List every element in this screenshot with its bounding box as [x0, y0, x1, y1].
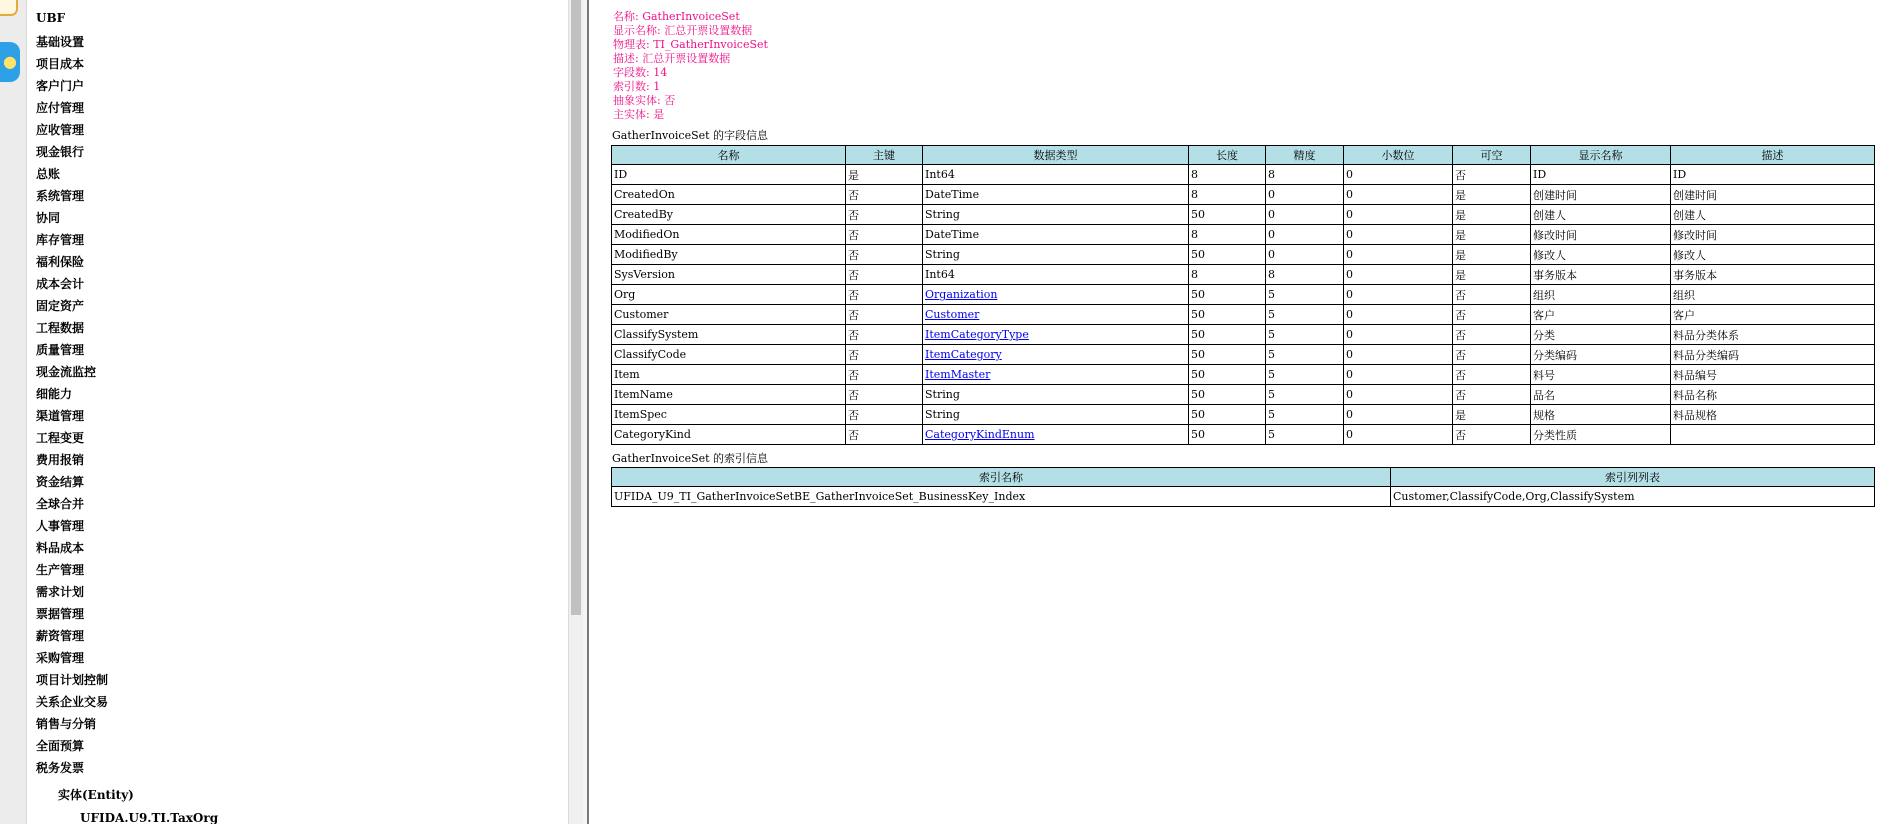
tree-item[interactable]: 工程数据 [36, 321, 85, 335]
cell-scale: 0 [1344, 365, 1453, 385]
cell-name: CreatedOn [612, 185, 846, 205]
cell-nullable: 是 [1453, 185, 1531, 205]
tree-item[interactable]: 现金流监控 [36, 365, 97, 379]
cell-precision: 0 [1266, 225, 1344, 245]
cell-length: 8 [1189, 225, 1266, 245]
cell-nullable: 是 [1453, 205, 1531, 225]
cell-pk: 否 [846, 425, 923, 445]
tree-item[interactable]: 费用报销 [36, 453, 85, 467]
cell-type: Int64 [923, 165, 1189, 185]
cell-nullable: 否 [1453, 165, 1531, 185]
tree-item[interactable]: 应付管理 [36, 101, 85, 115]
cell-nullable: 否 [1453, 385, 1531, 405]
cell-scale: 0 [1344, 165, 1453, 185]
tree-item[interactable]: 总账 [36, 167, 61, 181]
cell-nullable: 是 [1453, 405, 1531, 425]
meta-display-name: 显示名称: 汇总开票设置数据 [613, 24, 753, 37]
type-link[interactable]: Customer [925, 308, 980, 321]
cell-name: SysVersion [612, 265, 846, 285]
cell-name: ModifiedBy [612, 245, 846, 265]
tree-item[interactable]: 料品成本 [36, 541, 85, 555]
column-header: 索引名称 [612, 468, 1391, 487]
tree-item[interactable]: 销售与分销 [36, 717, 97, 731]
cell-desc: 事务版本 [1671, 265, 1875, 285]
cell-pk: 否 [846, 285, 923, 305]
cell-pk: 否 [846, 185, 923, 205]
cell-scale: 0 [1344, 345, 1453, 365]
table-row [612, 285, 1875, 305]
table-row [612, 205, 1875, 225]
cell-type: DateTime [923, 185, 1189, 205]
column-header: 主键 [846, 146, 923, 165]
cell-type: String [923, 205, 1189, 225]
tree-item[interactable]: 资金结算 [36, 475, 85, 489]
tree-item[interactable]: 福利保险 [36, 255, 85, 269]
entity-meta [613, 10, 768, 122]
cell-scale: 0 [1344, 225, 1453, 245]
cell-name: ModifiedOn [612, 225, 846, 245]
cell-scale: 0 [1344, 305, 1453, 325]
cell-name: ID [612, 165, 846, 185]
cell-precision: 5 [1266, 285, 1344, 305]
cell-length: 50 [1189, 425, 1266, 445]
cell-pk: 否 [846, 205, 923, 225]
meta-description: 描述: 汇总开票设置数据 [613, 52, 731, 65]
cell-type [923, 285, 1189, 305]
cell-length: 50 [1189, 245, 1266, 265]
column-header: 长度 [1189, 146, 1266, 165]
meta-name: 名称: GatherInvoiceSet [613, 10, 740, 23]
tree-item-entity-group[interactable]: 实体(Entity) [58, 788, 134, 802]
tree-item[interactable]: 项目计划控制 [36, 673, 109, 687]
tree-item[interactable]: 税务发票 [36, 761, 85, 775]
table-row [612, 345, 1875, 365]
cell-scale: 0 [1344, 285, 1453, 305]
table-row [612, 487, 1875, 507]
left-toolbar-strip [0, 0, 27, 824]
cell-desc: 修改时间 [1671, 225, 1875, 245]
cell-nullable: 否 [1453, 425, 1531, 445]
tree-item[interactable]: 人事管理 [36, 519, 85, 533]
cell-nullable: 否 [1453, 345, 1531, 365]
cell-display: 规格 [1531, 405, 1671, 425]
cell-scale: 0 [1344, 325, 1453, 345]
cell-nullable: 是 [1453, 245, 1531, 265]
cell-length: 50 [1189, 345, 1266, 365]
cell-pk: 否 [846, 225, 923, 245]
tree-item[interactable]: 固定资产 [36, 299, 85, 313]
cell-length: 50 [1189, 205, 1266, 225]
cell-name: ItemName [612, 385, 846, 405]
cell-display: 修改时间 [1531, 225, 1671, 245]
cell-type: Int64 [923, 265, 1189, 285]
cell-display: 修改人 [1531, 245, 1671, 265]
table-row [612, 305, 1875, 325]
tree-item[interactable]: 票据管理 [36, 607, 85, 621]
tree-item[interactable]: 渠道管理 [36, 409, 85, 423]
cell-precision: 8 [1266, 265, 1344, 285]
cell-desc: 创建人 [1671, 205, 1875, 225]
cell-nullable: 是 [1453, 225, 1531, 245]
cell-nullable: 否 [1453, 365, 1531, 385]
column-header: 显示名称 [1531, 146, 1671, 165]
cell-type [923, 345, 1189, 365]
module-tree [26, 0, 568, 824]
tree-item[interactable]: 系统管理 [36, 189, 85, 203]
cell-scale: 0 [1344, 385, 1453, 405]
cell-pk: 否 [846, 305, 923, 325]
cell-scale: 0 [1344, 245, 1453, 265]
cell-type [923, 365, 1189, 385]
table-row [612, 425, 1875, 445]
column-header: 精度 [1266, 146, 1344, 165]
cell-desc: 修改人 [1671, 245, 1875, 265]
type-link[interactable]: ItemMaster [925, 368, 991, 381]
cell-length: 50 [1189, 285, 1266, 305]
cell-display: 客户 [1531, 305, 1671, 325]
entity-detail-pane [589, 0, 1881, 824]
cell-name: ClassifySystem [612, 325, 846, 345]
type-link[interactable]: Organization [925, 288, 998, 301]
cell-length: 50 [1189, 365, 1266, 385]
cell-type [923, 325, 1189, 345]
cell-display: 分类编码 [1531, 345, 1671, 365]
cell-scale: 0 [1344, 425, 1453, 445]
table-row [612, 185, 1875, 205]
tree-item[interactable]: 项目成本 [36, 57, 85, 71]
cell-pk: 否 [846, 325, 923, 345]
table-row [612, 265, 1875, 285]
cell-length: 8 [1189, 185, 1266, 205]
column-header: 小数位 [1344, 146, 1453, 165]
column-header: 描述 [1671, 146, 1875, 165]
cell-precision: 8 [1266, 165, 1344, 185]
tree-item[interactable]: 成本会计 [36, 277, 85, 291]
cell-desc: 客户 [1671, 305, 1875, 325]
type-link[interactable]: CategoryKindEnum [925, 428, 1035, 441]
cell-desc: 料品编号 [1671, 365, 1875, 385]
lightbulb-icon[interactable]: ● [0, 42, 20, 82]
cell-pk: 否 [846, 345, 923, 365]
cell-pk: 否 [846, 265, 923, 285]
cell-precision: 5 [1266, 385, 1344, 405]
cell-precision: 5 [1266, 425, 1344, 445]
cell-nullable: 是 [1453, 265, 1531, 285]
cell-scale: 0 [1344, 405, 1453, 425]
cell-index-name: UFIDA_U9_TI_GatherInvoiceSetBE_GatherInvoiceSet_BusinessKey_Index [612, 487, 1391, 507]
table-row [612, 325, 1875, 345]
cell-scale: 0 [1344, 185, 1453, 205]
cell-pk: 否 [846, 365, 923, 385]
cell-precision: 5 [1266, 365, 1344, 385]
cell-length: 8 [1189, 165, 1266, 185]
cell-length: 8 [1189, 265, 1266, 285]
cell-name: ClassifyCode [612, 345, 846, 365]
tree-item[interactable]: 应收管理 [36, 123, 85, 137]
column-header: 索引列列表 [1391, 468, 1875, 487]
cell-name: CreatedBy [612, 205, 846, 225]
cell-nullable: 否 [1453, 325, 1531, 345]
indexes-section-title: GatherInvoiceSet 的索引信息 [612, 452, 769, 465]
table-row [612, 385, 1875, 405]
meta-field-count: 字段数: 14 [613, 66, 668, 79]
column-header: 可空 [1453, 146, 1531, 165]
column-header: 数据类型 [923, 146, 1189, 165]
cell-display: 创建人 [1531, 205, 1671, 225]
cell-precision: 5 [1266, 405, 1344, 425]
folder-icon[interactable] [0, 0, 18, 16]
cell-type: DateTime [923, 225, 1189, 245]
cell-desc: ID [1671, 165, 1875, 185]
cell-display: 分类性质 [1531, 425, 1671, 445]
cell-precision: 5 [1266, 345, 1344, 365]
meta-main-entity: 主实体: 是 [613, 108, 665, 121]
cell-display: 组织 [1531, 285, 1671, 305]
cell-precision: 0 [1266, 185, 1344, 205]
cell-scale: 0 [1344, 205, 1453, 225]
tree-item[interactable]: 协同 [36, 211, 61, 225]
cell-index-columns: Customer,ClassifyCode,Org,ClassifySystem [1391, 487, 1875, 507]
tree-item[interactable]: UBF [36, 11, 66, 25]
cell-pk: 否 [846, 385, 923, 405]
cell-name: ItemSpec [612, 405, 846, 425]
meta-physical-table: 物理表: TI_GatherInvoiceSet [613, 38, 768, 51]
tree-item[interactable]: 生产管理 [36, 563, 85, 577]
cell-display: 分类 [1531, 325, 1671, 345]
cell-pk: 否 [846, 405, 923, 425]
cell-pk: 是 [846, 165, 923, 185]
tree-item-entity[interactable]: UFIDA.U9.TI.TaxOrg [80, 811, 219, 824]
table-row [612, 245, 1875, 265]
fields-table [611, 145, 1875, 445]
cell-pk: 否 [846, 245, 923, 265]
tree-item[interactable]: 质量管理 [36, 343, 85, 357]
tree-item[interactable]: 采购管理 [36, 651, 85, 665]
tree-scrollbar[interactable] [568, 0, 583, 824]
type-link[interactable]: ItemCategory [925, 348, 1002, 361]
meta-abstract: 抽象实体: 否 [613, 94, 676, 107]
cell-length: 50 [1189, 325, 1266, 345]
table-row [612, 405, 1875, 425]
type-link[interactable]: ItemCategoryType [925, 328, 1029, 341]
tree-item[interactable]: 基础设置 [36, 35, 85, 49]
cell-name: Org [612, 285, 846, 305]
cell-type: String [923, 385, 1189, 405]
cell-display: ID [1531, 165, 1671, 185]
cell-display: 品名 [1531, 385, 1671, 405]
cell-desc: 创建时间 [1671, 185, 1875, 205]
cell-type [923, 425, 1189, 445]
cell-precision: 0 [1266, 245, 1344, 265]
indexes-table [611, 467, 1875, 507]
cell-display: 事务版本 [1531, 265, 1671, 285]
cell-desc: 组织 [1671, 285, 1875, 305]
cell-desc: 料品规格 [1671, 405, 1875, 425]
cell-scale: 0 [1344, 265, 1453, 285]
cell-display: 料号 [1531, 365, 1671, 385]
table-row [612, 225, 1875, 245]
cell-name: Item [612, 365, 846, 385]
scrollbar-thumb[interactable] [571, 0, 581, 615]
cell-desc: 料品名称 [1671, 385, 1875, 405]
cell-desc: 料品分类体系 [1671, 325, 1875, 345]
cell-nullable: 否 [1453, 285, 1531, 305]
tree-item[interactable]: 全球合并 [36, 497, 85, 511]
tree-item[interactable]: 关系企业交易 [36, 695, 109, 709]
cell-precision: 5 [1266, 325, 1344, 345]
cell-type [923, 305, 1189, 325]
cell-length: 50 [1189, 305, 1266, 325]
table-row [612, 165, 1875, 185]
column-header: 名称 [612, 146, 846, 165]
tree-item[interactable]: 工程变更 [36, 431, 85, 445]
cell-type: String [923, 245, 1189, 265]
tree-item[interactable]: 全面预算 [36, 739, 85, 753]
cell-precision: 5 [1266, 305, 1344, 325]
cell-length: 50 [1189, 405, 1266, 425]
tree-item[interactable]: 薪资管理 [36, 629, 85, 643]
cell-desc: 料品分类编码 [1671, 345, 1875, 365]
tree-item[interactable]: 客户门户 [36, 79, 85, 93]
cell-nullable: 否 [1453, 305, 1531, 325]
tree-item[interactable]: 需求计划 [36, 585, 85, 599]
meta-index-count: 索引数: 1 [613, 80, 661, 93]
fields-section-title: GatherInvoiceSet 的字段信息 [612, 129, 769, 142]
tree-item[interactable]: 库存管理 [36, 233, 85, 247]
cell-desc [1671, 425, 1875, 445]
tree-item[interactable]: 细能力 [36, 387, 73, 401]
cell-length: 50 [1189, 385, 1266, 405]
table-row [612, 365, 1875, 385]
cell-display: 创建时间 [1531, 185, 1671, 205]
cell-name: CategoryKind [612, 425, 846, 445]
tree-item[interactable]: 现金银行 [36, 145, 85, 159]
cell-precision: 0 [1266, 205, 1344, 225]
cell-type: String [923, 405, 1189, 425]
cell-name: Customer [612, 305, 846, 325]
